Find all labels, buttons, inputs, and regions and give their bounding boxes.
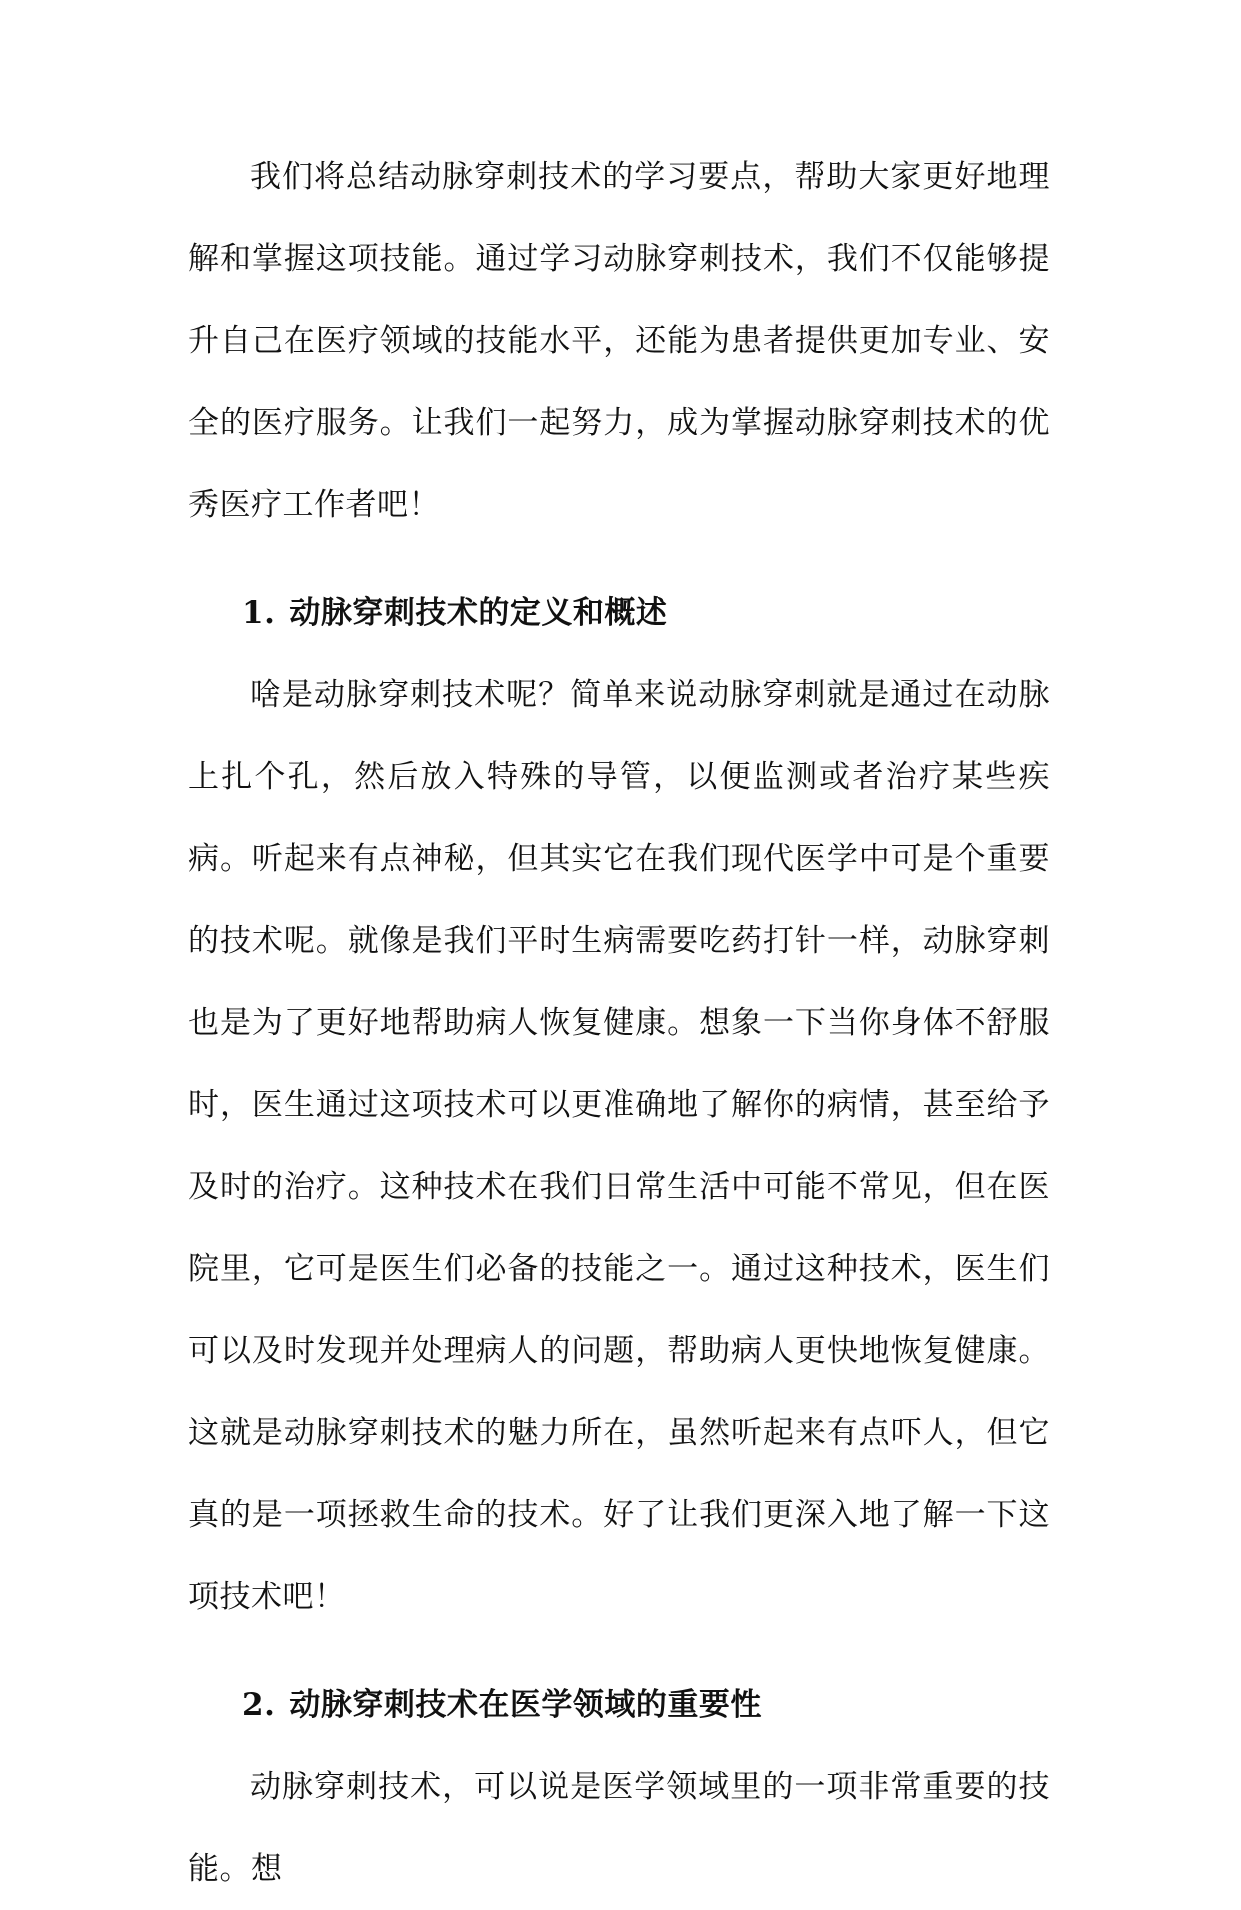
section-1-paragraph: 啥是动脉穿刺技术呢？简单来说动脉穿刺就是通过在动脉上扎个孔，然后放入特殊的导管，以便监测或者治疗某些疾病。听起来有点神秘，但其实它在我们现代医学中可是个重要的技术呢。就像是我们平时生病需要吃药打针一样，动脉穿刺也是为了更好地帮助病人恢复健康。想象一下当你身体不舒服时，医生通过这项技术可以更准确地了解你的病情，甚至给予及时的治疗。这种技术在我们日常生活中可能不常见，但在医院里，它可是医生们必备的技能之一。通过这种技术，医生们可以及时发现并处理病人的问题，帮助病人更快地恢复健康。这就是动脉穿刺技术的魅力所在，虽然听起来有点吓人，但它真的是一项拯救生命的技术。好了让我们更深入地了解一下这项技术吧！ (188, 677, 1050, 1615)
section-2-title: 动脉穿刺技术在医学领域的重要性 (289, 1687, 762, 1723)
section-1-heading (188, 572, 1050, 654)
section-1-number: 1. (242, 595, 276, 631)
intro-paragraph: 我们将总结动脉穿刺技术的学习要点，帮助大家更好地理解和掌握这项技能。通过学习动脉穿刺技术，我们不仅能够提升自己在医疗领域的技能水平，还能为患者提供更加专业、安全的医疗服务。让我们一起努力，成为掌握动脉穿刺技术的优秀医疗工作者吧！ (188, 159, 1050, 523)
section-2-number: 2. (242, 1687, 276, 1723)
document-body (188, 136, 1050, 1910)
section-2-paragraph: 动脉穿刺技术，可以说是医学领域里的一项非常重要的技能。想 (188, 1769, 1050, 1887)
section-1-title: 动脉穿刺技术的定义和概述 (289, 595, 668, 631)
section-spacer (188, 546, 1050, 572)
section-2-heading (188, 1664, 1050, 1746)
section-spacer (188, 1638, 1050, 1664)
